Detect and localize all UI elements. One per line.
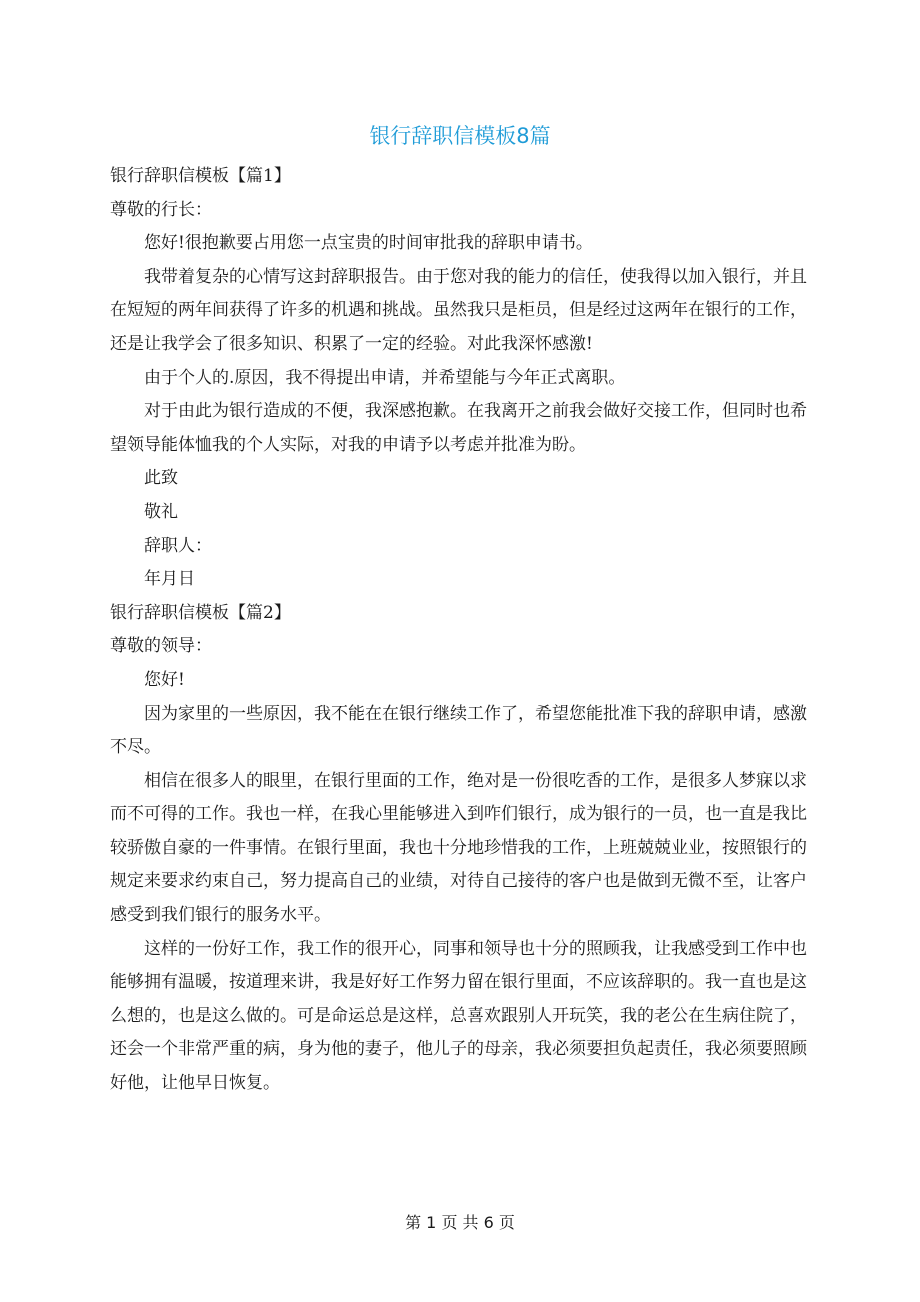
document-body [110,160,822,1101]
letter-heading: 银行辞职信模板【篇2】 [110,602,291,623]
closing-line: 此致 [144,468,178,489]
paragraph: 对于由此为银行造成的不便，我深感抱歉。在我离开之前我会做好交接工作，但同时也希望领导能体恤我的个人实际，对我的申请予以考虑并批准为盼。 [110,401,807,455]
page-title: 银行辞职信模板8篇 [369,124,551,148]
letter-heading: 银行辞职信模板【篇1】 [110,166,291,186]
paragraph: 您好!很抱歉要占用您一点宝贵的时间审批我的辞职申请书。 [144,233,593,254]
signature-line: 辞职人： [144,535,212,556]
closing-line: 敬礼 [144,501,178,522]
paragraph: 由于个人的.原因，我不得提出申请，并希望能与今年正式离职。 [144,367,626,388]
page-number: 第 1 页 共 6 页 [405,1213,515,1232]
paragraph: 我带着复杂的心情写这封辞职报告。由于您对我的能力的信任，使我得以加入银行，并且在短短的两年间获得了许多的机遇和挑战。虽然我只是柜员，但是经过这两年在银行的工作，还是让我学会了很多知识、积累了一定的经验。对此我深怀感激! [110,266,807,354]
letter-salutation: 尊敬的领导： [110,636,212,657]
paragraph: 您好! [144,669,185,690]
paragraph: 因为家里的一些原因，我不能在在银行继续工作了，希望您能批准下我的辞职申请，感激不尽。 [110,703,807,758]
paragraph: 相信在很多人的眼里，在银行里面的工作，绝对是一份很吃香的工作，是很多人梦寐以求而不可得的工作。我也一样，在我心里能够进入到咋们银行，成为银行的一员，也一直是我比较骄傲自豪的一件事情。在银行里面，我也十分地珍惜我的工作，上班兢兢业业，按照银行的规定来要求约束自己，努力提高自己的业绩，对待自己接待的客户也是做到无微不至，让客户感受到我们银行的服务水平。 [110,770,807,926]
date-line: 年月日 [144,569,195,590]
letter-salutation: 尊敬的行长： [110,199,212,220]
paragraph: 这样的一份好工作，我工作的很开心，同事和领导也十分的照顾我，让我感受到工作中也能够拥有温暖，按道理来讲，我是好好工作努力留在银行里面，不应该辞职的。我一直也是这么想的，也是这么做的。可是命运总是这样，总喜欢跟别人开玩笑，我的老公在生病住院了，还会一个非常严重的病，身为他的妻子，他儿子的母亲，我必须要担负起责任，我必须要照顾好他，让他早日恢复。 [110,938,807,1094]
